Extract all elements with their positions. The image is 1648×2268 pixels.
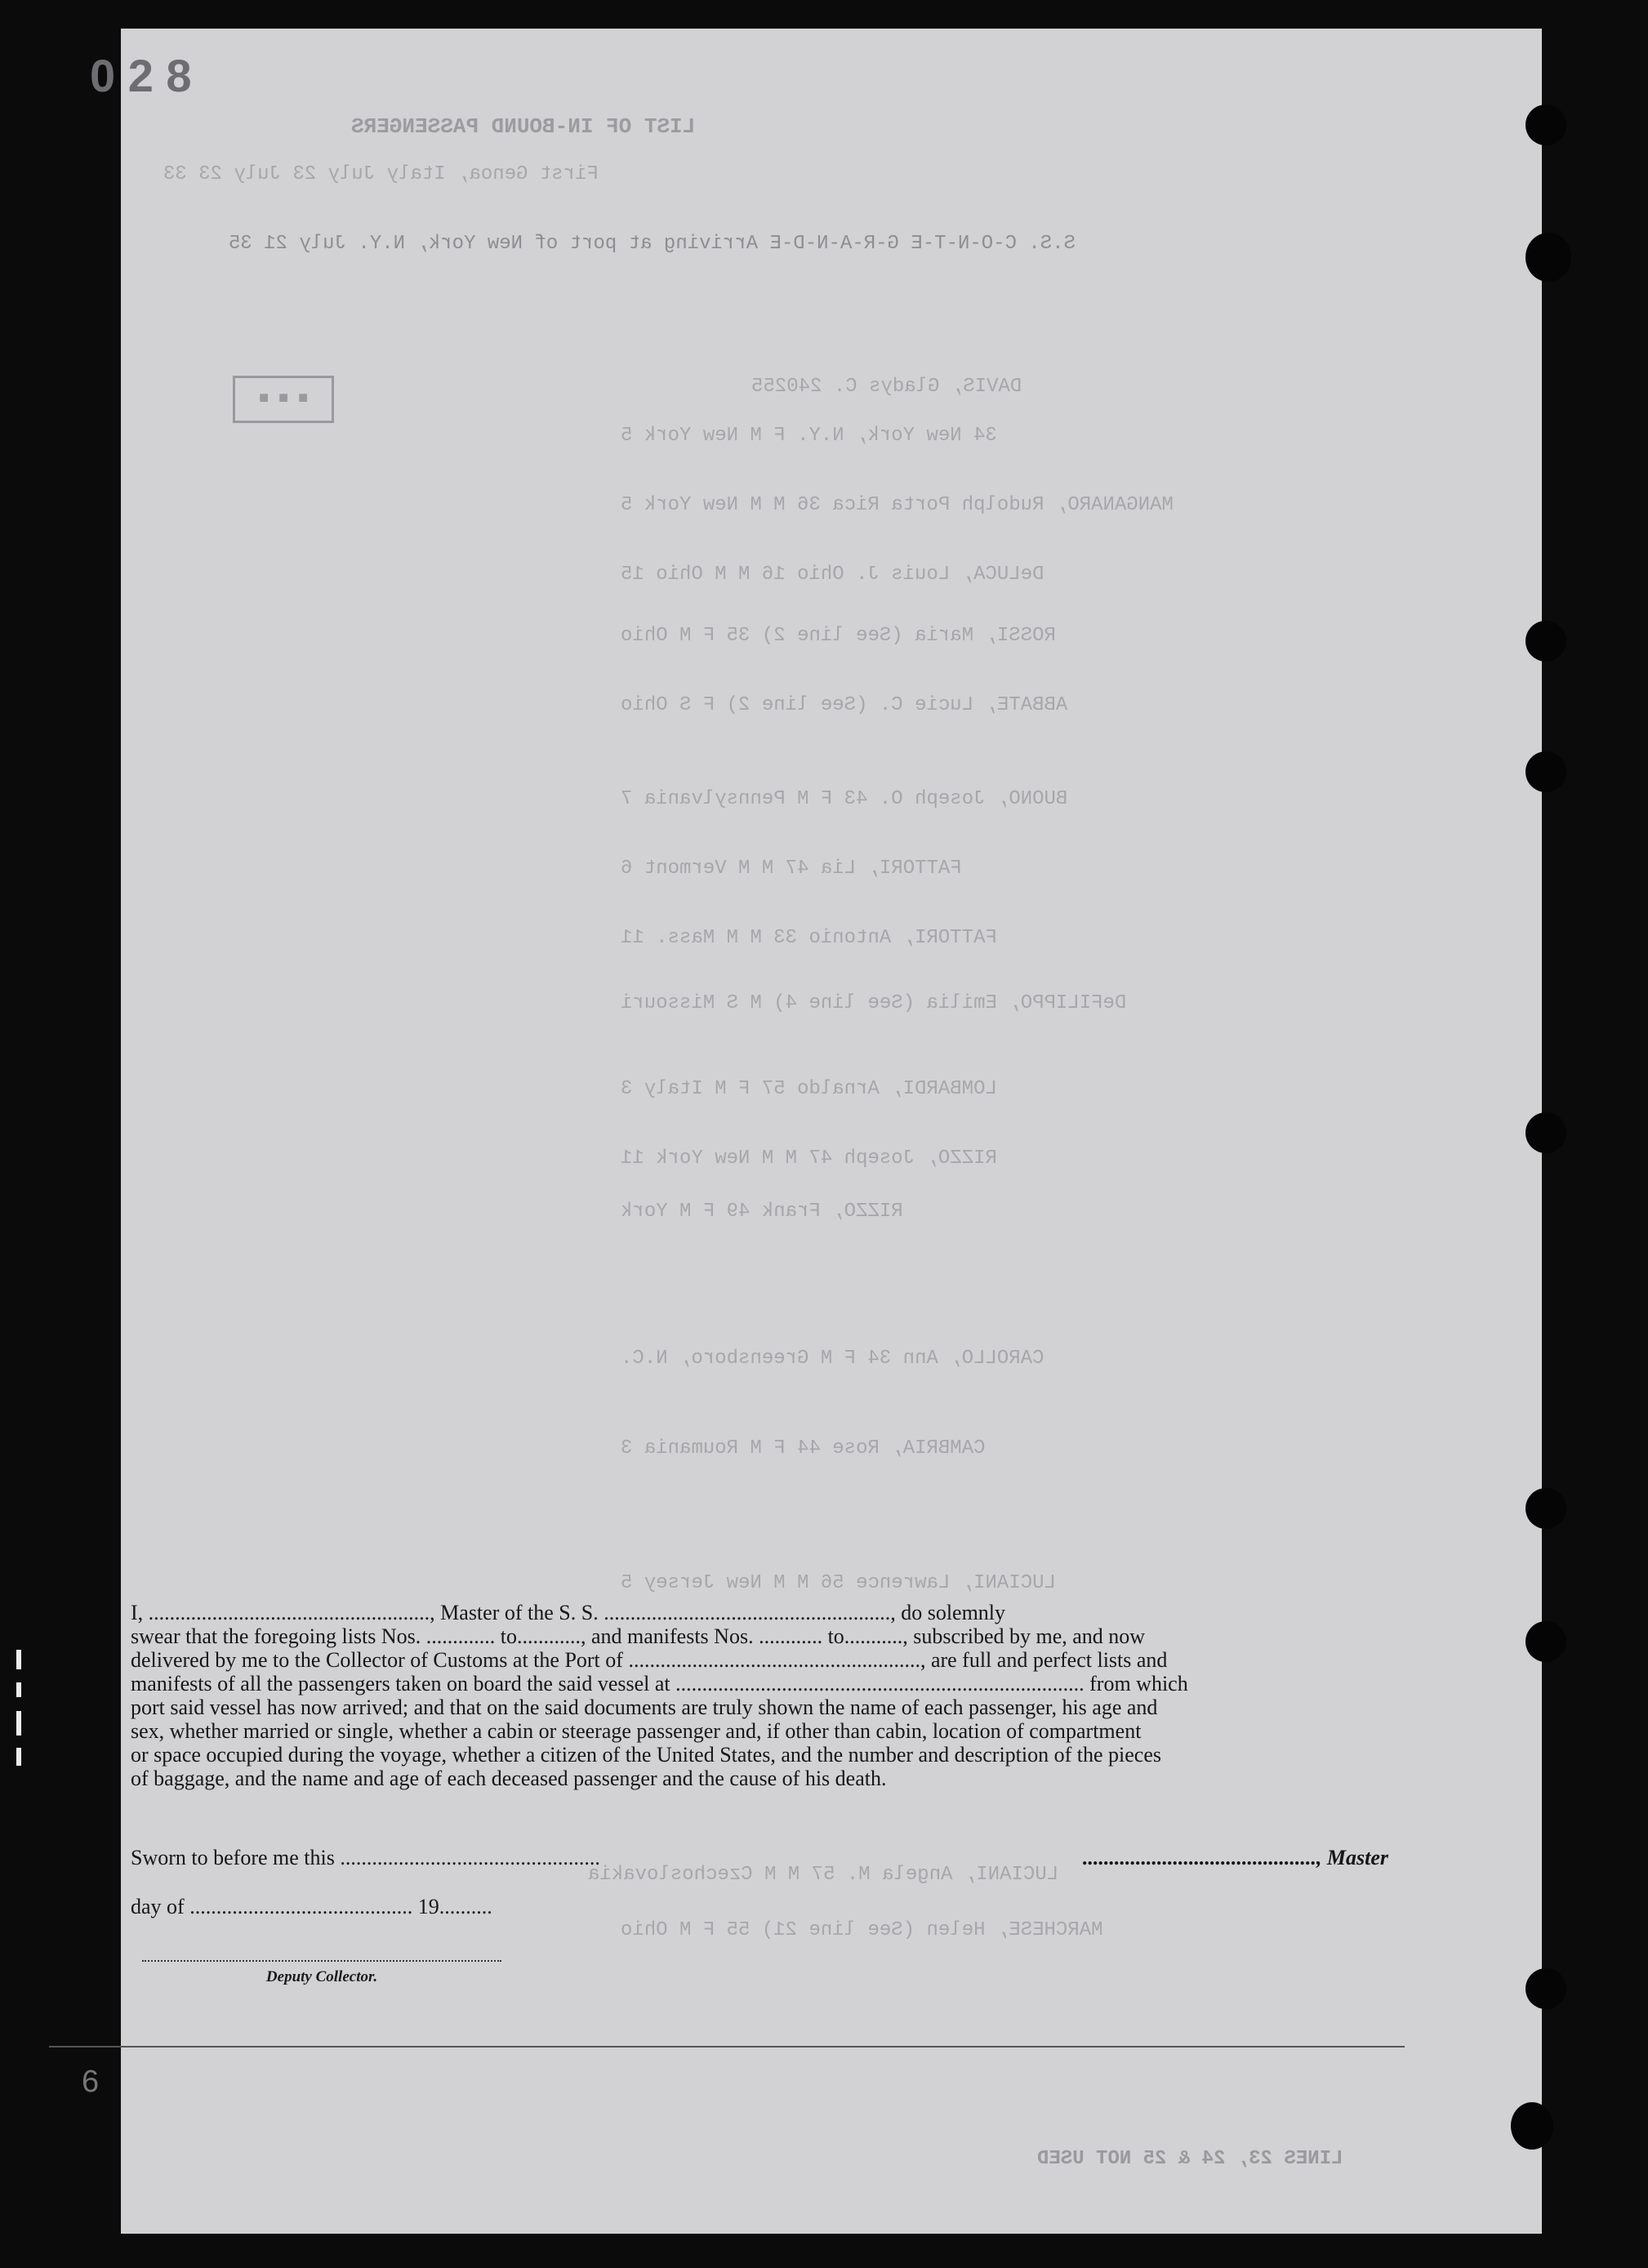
punch-hole-4 bbox=[1526, 751, 1566, 792]
oath-line: I, ....................................................., Master of the S. S. ......................................................, do solemnly bbox=[131, 1601, 1006, 1624]
oath-line: sex, whether married or single, whether a cabin or steerage passenger and, if other than cabin, location of compartment bbox=[131, 1719, 1142, 1743]
ghost-line: DeLUCA, Louis J. Ohio 16 M M Ohio 15 bbox=[621, 564, 1044, 586]
punch-hole-5 bbox=[1526, 1112, 1566, 1153]
ghost-line: FATTORI, Lia 47 M M Vermont 6 bbox=[621, 858, 962, 880]
ghost-heading: LIST OF IN-BOUND PASSENGERS bbox=[351, 114, 696, 139]
ghost-line: S.S. C-O-N-T-E G-R-A-N-D-E Arriving at port of New York, N.Y. July 21 35 bbox=[229, 233, 1076, 255]
edge-mark bbox=[16, 1711, 21, 1736]
master-oath bbox=[131, 1601, 1388, 1790]
day-line: day of .......................................... 19.......... bbox=[131, 1895, 492, 1918]
edge-mark bbox=[16, 1682, 21, 1697]
oath-line: delivered by me to the Collector of Customs at the Port of ......................................................., are full and perfect lists and bbox=[131, 1648, 1168, 1672]
punch-hole-1 bbox=[1526, 105, 1566, 145]
sworn-line bbox=[131, 1846, 1388, 1870]
ghost-line: RIZZO, Frank 49 F M York bbox=[621, 1201, 903, 1223]
oath-line: manifests of all the passengers taken on board the said vessel at ............................................................................. from which bbox=[131, 1672, 1188, 1695]
ghost-line: LUCIANI, Angela M. 57 M M Czechoslovakia bbox=[588, 1864, 1059, 1886]
ghost-line: CAMBRIA, Rose 44 F M Roumania 3 bbox=[621, 1437, 986, 1459]
oath-line: of baggage, and the name and age of each deceased passenger and the cause of his death. bbox=[131, 1767, 887, 1790]
sworn-left: Sworn to before me this ................................................. bbox=[131, 1846, 600, 1869]
ghost-line: LUCIANI, Lawrence 56 M M New Jersey 5 bbox=[621, 1572, 1056, 1594]
ghost-line: ROSSI, Maria (See line 2) 35 F M Ohio bbox=[621, 625, 1056, 647]
ghost-line: CAROLLO, Ann 34 F M Greensboro, N.C. bbox=[621, 1348, 1044, 1370]
ghost-line: 34 New York, N.Y. F M New York 5 bbox=[621, 425, 997, 447]
oath-line: swear that the foregoing lists Nos. ............. to............, and manifests Nos. ............ to..........., subscribed by me, and now bbox=[131, 1624, 1146, 1648]
punch-hole-7 bbox=[1526, 1621, 1566, 1662]
edge-mark bbox=[16, 1748, 21, 1766]
ghost-line: BUONO, Joseph O. 43 F M Pennsylvania 7 bbox=[621, 788, 1068, 810]
punch-hole-9 bbox=[1511, 2102, 1553, 2150]
ghost-line: DeFILIPPO, Emilia (See line 4) M S Missouri bbox=[621, 992, 1127, 1014]
faint-box-stamp: ■ ■ ■ bbox=[233, 376, 334, 423]
ghost-footer-line: LINES 23, 24 & 25 NOT USED bbox=[1037, 2148, 1343, 2170]
oath-line: port said vessel has now arrived; and that on the said documents are truly shown the name of each passenger, his age and bbox=[131, 1695, 1158, 1719]
ghost-line: ABBATE, Lucie C. (See line 2) F S Ohio bbox=[621, 694, 1068, 716]
punch-hole-6 bbox=[1526, 1488, 1566, 1529]
ghost-line: MARCHESE, Helen (See line 21) 55 F M Ohio bbox=[621, 1919, 1103, 1941]
deputy-collector-signature: Deputy Collector. bbox=[142, 1960, 501, 1986]
punch-hole-2 bbox=[1526, 233, 1571, 282]
ghost-line: FATTORI, Antonio 33 M M Mass. 11 bbox=[621, 927, 997, 949]
handwritten-stamp: 0 2 8 bbox=[90, 50, 192, 101]
oath-line: or space occupied during the voyage, whether a citizen of the United States, and the number and description of the pieces bbox=[131, 1743, 1162, 1767]
ghost-line: First Genoa, Italy July 23 July 23 33 bbox=[163, 163, 599, 185]
punch-hole-3 bbox=[1526, 621, 1566, 662]
edge-mark bbox=[16, 1650, 21, 1669]
ghost-line: LOMBARDI, Arnaldo 57 F M Italy 3 bbox=[621, 1078, 997, 1100]
ghost-line: MANGANARO, Rudolph Porta Rica 36 M M New York 5 bbox=[621, 494, 1174, 516]
punch-hole-8 bbox=[1526, 1968, 1566, 2009]
ghost-line: RIZZO, Joseph 47 M M New York 11 bbox=[621, 1147, 997, 1170]
folio-number: 6 bbox=[82, 2065, 100, 2099]
master-signature-line: ............................................, Master bbox=[1082, 1846, 1388, 1869]
ghost-line: DAVIS, Gladys C. 240255 bbox=[751, 376, 1022, 398]
bottom-rule bbox=[49, 2046, 1405, 2047]
